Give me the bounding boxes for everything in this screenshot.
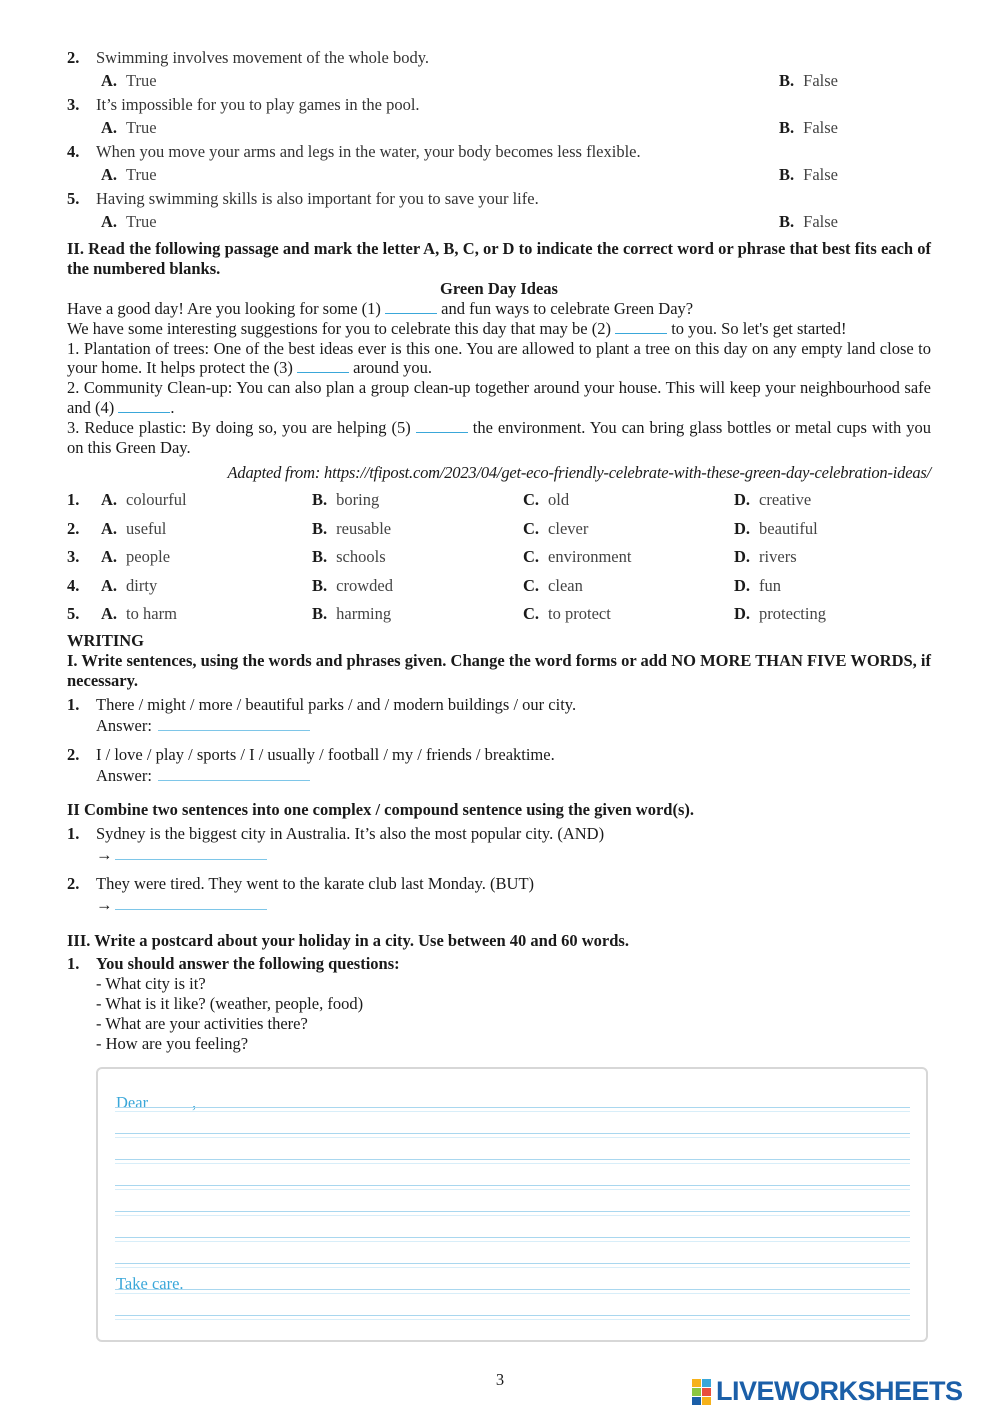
question-text: Swimming involves movement of the whole body. xyxy=(96,48,430,67)
writing-line xyxy=(115,1137,910,1138)
page-number: 3 xyxy=(495,1370,505,1389)
writing-line xyxy=(115,1111,910,1112)
option-b[interactable]: B. False xyxy=(779,118,838,137)
answer-label: Answer: xyxy=(96,765,152,785)
passage xyxy=(67,299,931,457)
postcard-dear: Dear , xyxy=(116,1093,197,1112)
mcq-option[interactable]: C. old xyxy=(523,490,570,510)
mcq-option[interactable]: A. colourful xyxy=(101,490,187,510)
option-a[interactable]: A. True xyxy=(101,165,157,184)
passage-source: Adapted from: https://tfipost.com/2023/04/get-eco-friendly-celebrate-with-these-green-day-celebration-ideas/ xyxy=(227,463,931,483)
writing-item: 1. There / might / more / beautiful parks / and / modern buildings / our city. Answer: xyxy=(67,694,577,735)
writing-line xyxy=(115,1163,910,1164)
writing-line xyxy=(115,1267,910,1268)
mcq-option[interactable]: B. crowded xyxy=(312,575,393,595)
option-b[interactable]: B. False xyxy=(779,165,838,184)
mcq-option[interactable]: A. to harm xyxy=(101,604,177,624)
option-b[interactable]: B. False xyxy=(779,71,838,90)
combine-item: 2. They were tired. They went to the karate club last Monday. (BUT) → xyxy=(67,873,535,914)
writing-title: WRITING xyxy=(67,630,145,650)
blank-2[interactable] xyxy=(615,321,667,334)
answer-input[interactable] xyxy=(158,718,310,731)
true-false-section xyxy=(67,46,931,234)
arrow-icon: → xyxy=(96,894,113,914)
postcard-closing: Take care. xyxy=(116,1274,184,1293)
blank-4[interactable] xyxy=(118,400,170,413)
blank-5[interactable] xyxy=(416,420,468,433)
worksheet-page xyxy=(67,46,931,1054)
question-number: 2. xyxy=(67,48,80,67)
writing-line xyxy=(115,1241,910,1242)
mcq-row: 1. A. colourful B. boring C. old D. creative xyxy=(67,486,931,515)
option-a[interactable]: A. True xyxy=(101,71,157,90)
writing-instruction-2: II Combine two sentences into one complex / compound sentence using the given word(s). xyxy=(67,799,694,819)
mcq-option[interactable]: B. boring xyxy=(312,490,380,510)
prompt-text: They were tired. They went to the karate club last Monday. (BUT) xyxy=(96,873,535,893)
option-a[interactable]: A. True xyxy=(101,212,157,231)
tf-question xyxy=(67,140,931,187)
reading-instruction: II. Read the following passage and mark the letter A, B, C, or D to indicate the correct word or phrase that best fits each of the numbered blanks. xyxy=(67,239,931,278)
tf-question xyxy=(67,46,931,93)
writing-line[interactable] xyxy=(115,1315,910,1316)
writing-instruction-1: I. Write sentences, using the words and phrases given. Change the word forms or add NO MORE THAN FIVE WORDS, if necessary. xyxy=(67,650,931,690)
writing-line[interactable] xyxy=(115,1263,910,1264)
arrow-icon: → xyxy=(96,844,113,864)
passage-line: 1. Plantation of trees: One of the best ideas ever is this one. You are allowed to plant a tree on this day on any empty land close to your home. It helps protect the (3) around you. xyxy=(67,338,931,378)
mcq-option[interactable]: D. rivers xyxy=(734,547,797,567)
passage-line: Have a good day! Are you looking for some (1) and fun ways to celebrate Green Day? xyxy=(67,299,694,318)
mcq-row: 4. A. dirty B. crowded C. clean D. fun xyxy=(67,572,931,601)
mcq-row: 3. A. people B. schools C. environment D. rivers xyxy=(67,543,931,572)
passage-title: Green Day Ideas xyxy=(440,279,558,298)
prompt-text: There / might / more / beautiful parks / and / modern buildings / our city. xyxy=(96,694,577,714)
mcq-option[interactable]: B. reusable xyxy=(312,518,392,538)
mcq-option[interactable]: D. creative xyxy=(734,490,812,510)
blank-3[interactable] xyxy=(297,360,349,373)
mcq-option[interactable]: C. to protect xyxy=(523,604,611,624)
question-number: 3. xyxy=(67,95,80,114)
answer-input[interactable] xyxy=(115,847,267,860)
answer-label: Answer: xyxy=(96,715,152,735)
passage-line: 2. Community Clean-up: You can also plan a group clean-up together around your house. This will keep your neighbourhood safe and (4) . xyxy=(67,378,931,417)
writing-item: 2. I / love / play / sports / I / usually / football / my / friends / breaktime. Answer: xyxy=(67,744,555,785)
question-text: When you move your arms and legs in the water, your body becomes less flexible. xyxy=(96,142,641,161)
writing-line xyxy=(115,1189,910,1190)
logo-text: LIVEWORKSHEETS xyxy=(716,1376,963,1406)
mcq-option[interactable]: C. clean xyxy=(523,575,583,595)
passage-line: 3. Reduce plastic: By doing so, you are helping (5) the environment. You can bring glass bottles or metal cups with you on this Green Day. xyxy=(67,417,932,457)
writing-line xyxy=(115,1319,910,1320)
writing-line[interactable] xyxy=(115,1211,910,1212)
mcq-option[interactable]: B. schools xyxy=(312,547,386,567)
question-number: 5. xyxy=(67,189,80,208)
mcq-option[interactable]: D. beautiful xyxy=(734,518,818,538)
question-text: It’s impossible for you to play games in the pool. xyxy=(96,95,420,114)
writing-line xyxy=(115,1293,910,1294)
writing-line xyxy=(115,1215,910,1216)
liveworksheets-logo xyxy=(692,1376,963,1407)
passage-line: We have some interesting suggestions for you to celebrate this day that may be (2) to you. So let's get started! xyxy=(67,318,847,338)
combine-item: 1. Sydney is the biggest city in Australia. It’s also the most popular city. (AND) → xyxy=(67,823,605,864)
answer-input[interactable] xyxy=(115,897,267,910)
writing-line[interactable] xyxy=(115,1289,910,1290)
tf-question xyxy=(67,187,931,234)
writing-line[interactable] xyxy=(115,1185,910,1186)
question-number: 4. xyxy=(67,142,80,161)
prompt-text: I / love / play / sports / I / usually / football / my / friends / breaktime. xyxy=(96,744,555,764)
liveworksheets-logo-icon xyxy=(692,1379,714,1405)
mcq-option[interactable]: D. protecting xyxy=(734,604,826,624)
option-b[interactable]: B. False xyxy=(779,212,838,231)
mcq-row: 5. A. to harm B. harming C. to protect D. protecting xyxy=(67,600,931,629)
question-text: Having swimming skills is also important for you to save your life. xyxy=(96,189,539,208)
blank-1[interactable] xyxy=(385,301,437,314)
writing-line[interactable] xyxy=(115,1133,910,1134)
mcq-row: 2. A. useful B. reusable C. clever D. beautiful xyxy=(67,515,931,544)
mcq-option[interactable]: A. people xyxy=(101,547,171,567)
mcq-option[interactable]: C. environment xyxy=(523,547,632,567)
mcq-option[interactable]: D. fun xyxy=(734,575,782,595)
option-a[interactable]: A. True xyxy=(101,118,157,137)
writing-line[interactable] xyxy=(115,1237,910,1238)
prompt-text: Sydney is the biggest city in Australia. It’s also the most popular city. (AND) xyxy=(96,823,605,843)
writing-instruction-3: III. Write a postcard about your holiday in a city. Use between 40 and 60 words. xyxy=(67,930,629,950)
mcq-option[interactable]: B. harming xyxy=(312,604,392,624)
mcq-section xyxy=(67,486,931,629)
postcard-box[interactable] xyxy=(96,1067,928,1342)
postcard-guide: 1. You should answer the following questions: - What city is it? - What is it like? (weather, people, food) - What are your activities there? - How are you feeling? xyxy=(67,953,400,1053)
mcq-option[interactable]: A. dirty xyxy=(101,575,158,595)
tf-question xyxy=(67,93,931,140)
mcq-option[interactable]: A. useful xyxy=(101,518,167,538)
mcq-option[interactable]: C. clever xyxy=(523,518,589,538)
writing-line[interactable] xyxy=(115,1107,910,1108)
writing-line[interactable] xyxy=(115,1159,910,1160)
answer-input[interactable] xyxy=(158,768,310,781)
